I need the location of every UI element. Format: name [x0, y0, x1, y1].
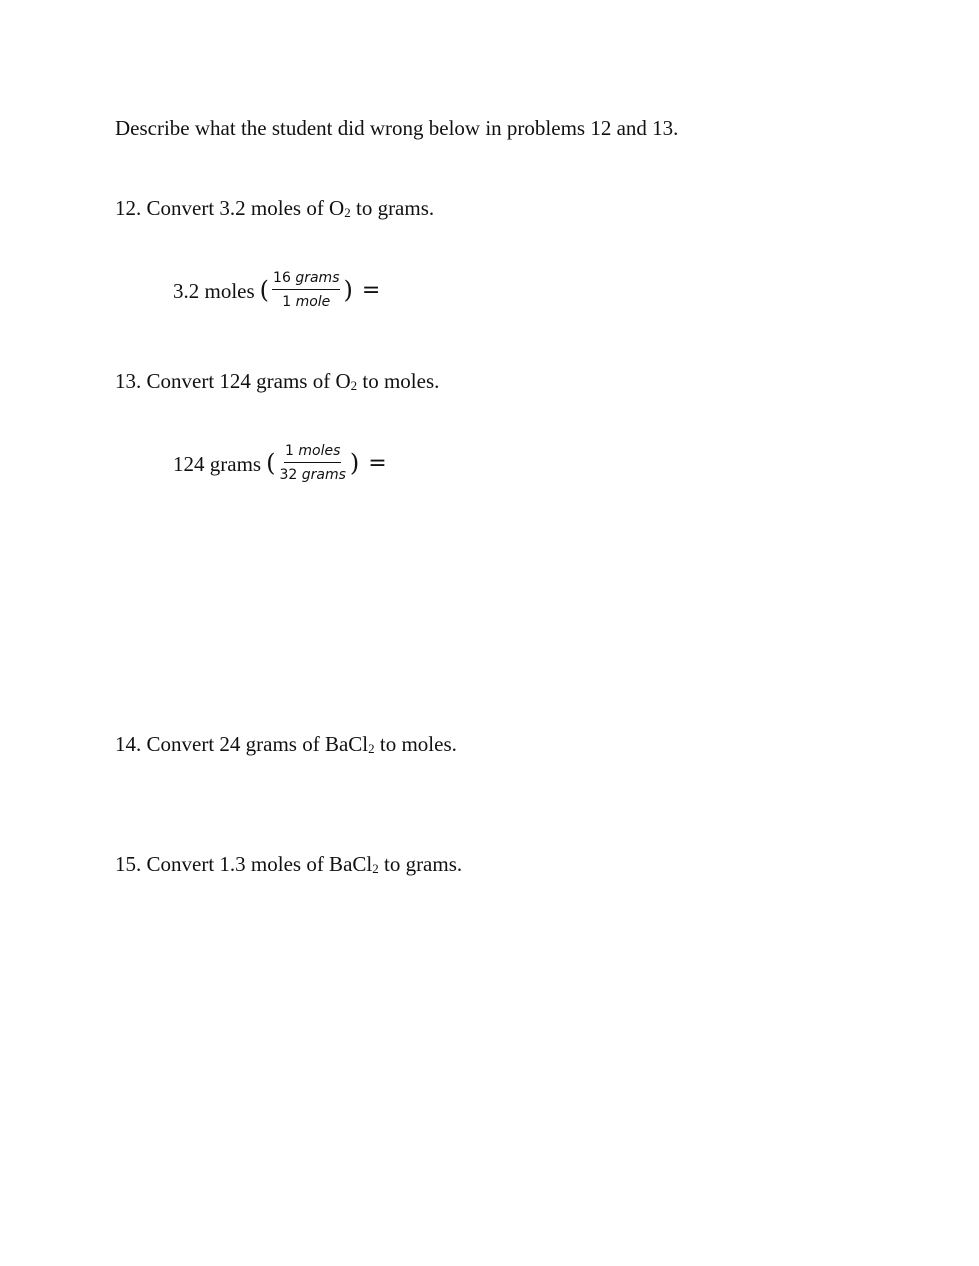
- problem-12-prefix: 12. Convert 3.2 moles of O: [115, 196, 345, 220]
- problem-13-suffix: to moles.: [357, 369, 440, 393]
- problem-15-prefix: 15. Convert 1.3 moles of BaCl: [115, 852, 373, 876]
- equals-sign: =: [368, 450, 387, 476]
- problem-12-text: [115, 198, 434, 219]
- problem-13-work-lead: 124 grams: [173, 451, 262, 476]
- problem-13-work: [173, 445, 387, 483]
- problem-14-prefix: 14. Convert 24 grams of BaCl: [115, 732, 369, 756]
- problem-15-subscript: 2: [372, 861, 379, 876]
- problem-12-fraction: [272, 271, 340, 309]
- problem-12-work: [173, 272, 380, 310]
- problem-13-subscript: 2: [350, 378, 358, 393]
- problem-13-prefix: 13. Convert 124 grams of O: [115, 369, 351, 393]
- close-paren: ): [343, 276, 353, 304]
- problem-12-work-lead: 3.2 moles: [173, 278, 255, 303]
- fraction-numerator: 16 grams: [272, 271, 340, 290]
- problem-12-suffix: to grams.: [350, 196, 435, 220]
- instructions-text: Describe what the student did wrong below in problems 12 and 13.: [115, 116, 679, 140]
- problem-13-fraction: [278, 444, 346, 482]
- problem-15-text: [115, 854, 462, 875]
- problem-15-suffix: to grams.: [378, 852, 463, 876]
- open-paren: (: [266, 449, 276, 477]
- problem-14-subscript: 2: [368, 741, 375, 756]
- problem-14-text: [115, 734, 457, 755]
- problem-14-suffix: to moles.: [374, 732, 457, 756]
- close-paren: ): [349, 449, 360, 477]
- fraction-denominator: 32 grams: [279, 467, 346, 483]
- open-paren: (: [259, 276, 270, 304]
- problem-13-text: [115, 371, 439, 392]
- problem-12-subscript: 2: [344, 205, 351, 220]
- equals-sign: =: [361, 277, 381, 303]
- fraction-denominator: 1 mole: [282, 294, 331, 310]
- fraction-numerator: 1 moles: [284, 444, 341, 463]
